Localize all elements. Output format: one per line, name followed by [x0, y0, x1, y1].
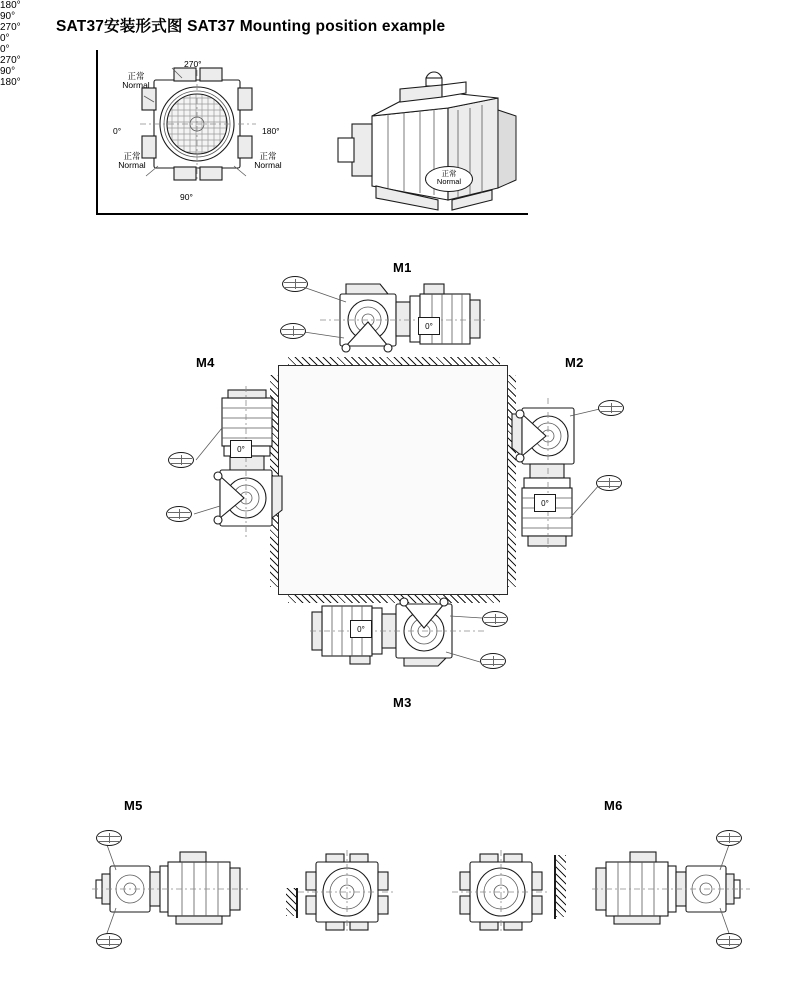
unit-m4 [180, 398, 320, 538]
label-m5: M5 [124, 798, 143, 813]
badge-m1-b [280, 323, 306, 339]
label-m4: M4 [196, 355, 215, 370]
badge-m3-a [482, 611, 508, 627]
unit-m5 [96, 848, 276, 938]
m5-degree-left: 90° [0, 11, 16, 22]
m5-orientation-view [296, 856, 406, 930]
page-title: SAT37安装形式图 SAT37 Mounting position example [56, 18, 446, 35]
badge-m6-b [716, 933, 742, 949]
m6-degree-bottom: 180° [0, 77, 21, 88]
label-degree-90: 90° [180, 192, 193, 202]
frame-bottom-line [96, 213, 528, 215]
badge-m2-b [596, 475, 622, 491]
badge-m6-a [716, 830, 742, 846]
degbox-m1: 0° [418, 317, 440, 335]
unit-m3 [310, 590, 500, 670]
label-degree-0: 0° [113, 126, 122, 136]
m6-wall-line [554, 855, 556, 919]
label-motor-normal: 正常 Normal [436, 169, 462, 187]
badge-m1-a [282, 276, 308, 292]
m5-wall-line [296, 888, 298, 918]
m6-degree-right: 90° [0, 66, 16, 77]
badge-m5-a [96, 830, 122, 846]
m5-wall-hatch [286, 888, 296, 916]
degbox-m4: 0° [230, 440, 252, 458]
badge-m4-a [168, 452, 194, 468]
m6-degree-top: 0° [0, 44, 10, 55]
label-m1: M1 [393, 260, 412, 275]
label-normal-left: 正常 Normal [118, 151, 146, 171]
frame-left-line [96, 50, 98, 215]
label-m6: M6 [604, 798, 623, 813]
degbox-m3: 0° [350, 620, 372, 638]
badge-m5-b [96, 933, 122, 949]
m5-degree-right: 270° [0, 22, 21, 33]
m5-degree-top: 180° [0, 0, 21, 11]
degbox-m2: 0° [534, 494, 556, 512]
unit-m2 [500, 398, 640, 538]
label-m2: M2 [565, 355, 584, 370]
badge-m3-b [480, 653, 506, 669]
label-normal-right: 正常 Normal [254, 151, 282, 171]
unit-m1 [300, 288, 490, 366]
badge-m2-a [598, 400, 624, 416]
label-normal-top: 正常 Normal [122, 71, 150, 91]
label-degree-270: 270° [184, 59, 202, 69]
label-m3: M3 [393, 695, 412, 710]
m5-degree-bottom: 0° [0, 33, 10, 44]
label-degree-180: 180° [262, 126, 280, 136]
m6-degree-left: 270° [0, 55, 21, 66]
m6-orientation-view [450, 856, 560, 930]
m6-wall-hatch [556, 855, 566, 917]
badge-m4-b [166, 506, 192, 522]
unit-m6 [600, 848, 780, 938]
